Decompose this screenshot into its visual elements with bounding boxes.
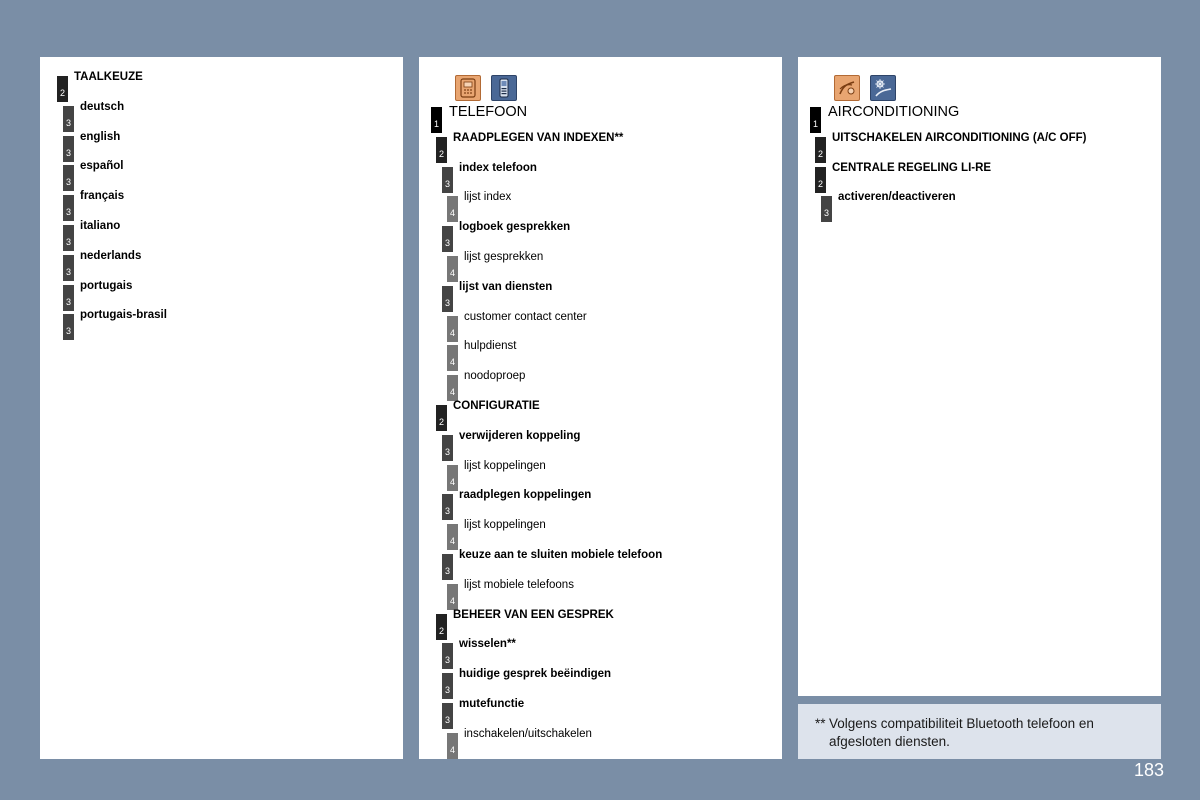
mobile-phone-icon	[491, 75, 517, 101]
panel-telephone	[419, 57, 782, 759]
menu-item-label: AIRCONDITIONING	[828, 104, 960, 120]
footnote-text: Volgens compatibiliteit Bluetooth telefoon en afgesloten diensten.	[829, 716, 1094, 749]
level-badge: 4	[447, 345, 458, 371]
level-badge: 3	[63, 225, 74, 251]
menu-item-label: français	[80, 190, 125, 203]
level-badge: 3	[442, 286, 453, 312]
menu-item-label: raadplegen koppelingen	[459, 489, 592, 502]
level-badge: 3	[63, 195, 74, 221]
level-badge: 3	[63, 255, 74, 281]
menu-item-label: CONFIGURATIE	[453, 400, 540, 412]
menu-item-label: lijst koppelingen	[464, 459, 546, 472]
menu-item-label: huidige gesprek beëindigen	[459, 668, 612, 681]
menu-item-label: portugais-brasil	[80, 309, 167, 322]
level-badge: 3	[442, 167, 453, 193]
menu-item-label: RAADPLEGEN VAN INDEXEN**	[453, 131, 624, 144]
level-badge: 4	[447, 524, 458, 550]
level-badge: 3	[63, 136, 74, 162]
level-badge: 2	[57, 76, 68, 102]
footnote-marker: **	[815, 716, 826, 731]
level-badge: 4	[447, 256, 458, 282]
level-badge: 3	[442, 703, 453, 729]
menu-item-label: lijst koppelingen	[464, 519, 546, 532]
menu-item-label: lijst index	[464, 191, 512, 204]
menu-item-label: inschakelen/uitschakelen	[464, 727, 592, 740]
menu-item-label: nederlands	[80, 249, 142, 262]
menu-item-label: noodoproep	[464, 370, 526, 383]
level-badge: 4	[447, 375, 458, 401]
climate-fan-icon	[870, 75, 896, 101]
menu-item-label: italiano	[80, 220, 121, 232]
level-badge: 2	[436, 137, 447, 163]
menu-item-label: verwijderen koppeling	[459, 429, 581, 442]
level-badge: 3	[63, 106, 74, 132]
menu-item-label: portugais	[80, 279, 133, 292]
level-badge: 4	[447, 584, 458, 610]
level-badge: 2	[436, 614, 447, 640]
level-badge: 4	[447, 316, 458, 342]
level-badge: 4	[447, 733, 458, 759]
menu-item-label: TAALKEUZE	[74, 71, 143, 83]
level-badge: 3	[63, 314, 74, 340]
level-badge: 2	[815, 167, 826, 193]
menu-item-label: logboek gesprekken	[459, 221, 571, 234]
level-badge: 3	[442, 435, 453, 461]
level-badge: 3	[442, 226, 453, 252]
menu-item-label: mutefunctie	[459, 698, 525, 710]
level-badge: 2	[815, 137, 826, 163]
telephone-handset-icon	[455, 75, 481, 101]
menu-item-label: lijst gesprekken	[464, 251, 544, 263]
menu-item-label: UITSCHAKELEN AIRCONDITIONING (A/C OFF)	[832, 131, 1087, 144]
menu-item-label: index telefoon	[459, 161, 537, 174]
menu-item-label: activeren/deactiveren	[838, 191, 956, 204]
menu-item-label: deutsch	[80, 100, 125, 113]
level-badge: 4	[447, 465, 458, 491]
menu-item-label: lijst van diensten	[459, 280, 553, 293]
level-badge: 1	[431, 107, 442, 133]
level-badge: 3	[442, 643, 453, 669]
page-number: 183	[1133, 760, 1165, 780]
menu-item-label: CENTRALE REGELING LI-RE	[832, 161, 992, 174]
level-badge: 2	[436, 405, 447, 431]
panel-language	[40, 57, 403, 759]
menu-item-label: english	[80, 130, 121, 143]
level-badge: 3	[821, 196, 832, 222]
menu-item-label: español	[80, 160, 124, 173]
level-badge: 3	[63, 165, 74, 191]
footnote	[798, 704, 1161, 759]
level-badge: 4	[447, 196, 458, 222]
menu-item-label: lijst mobiele telefoons	[464, 578, 574, 591]
level-badge: 3	[442, 673, 453, 699]
menu-item-label: keuze aan te sluiten mobiele telefoon	[459, 549, 663, 561]
menu-item-label: wisselen**	[459, 638, 516, 651]
menu-item-label: customer contact center	[464, 310, 587, 323]
level-badge: 1	[810, 107, 821, 133]
panel-airconditioning	[798, 57, 1161, 696]
air-vent-icon	[834, 75, 860, 101]
level-badge: 3	[442, 554, 453, 580]
menu-item-label: BEHEER VAN EEN GESPREK	[453, 608, 614, 621]
menu-item-label: hulpdienst	[464, 340, 517, 353]
level-badge: 3	[442, 494, 453, 520]
level-badge: 3	[63, 285, 74, 311]
menu-item-label: TELEFOON	[449, 104, 528, 120]
